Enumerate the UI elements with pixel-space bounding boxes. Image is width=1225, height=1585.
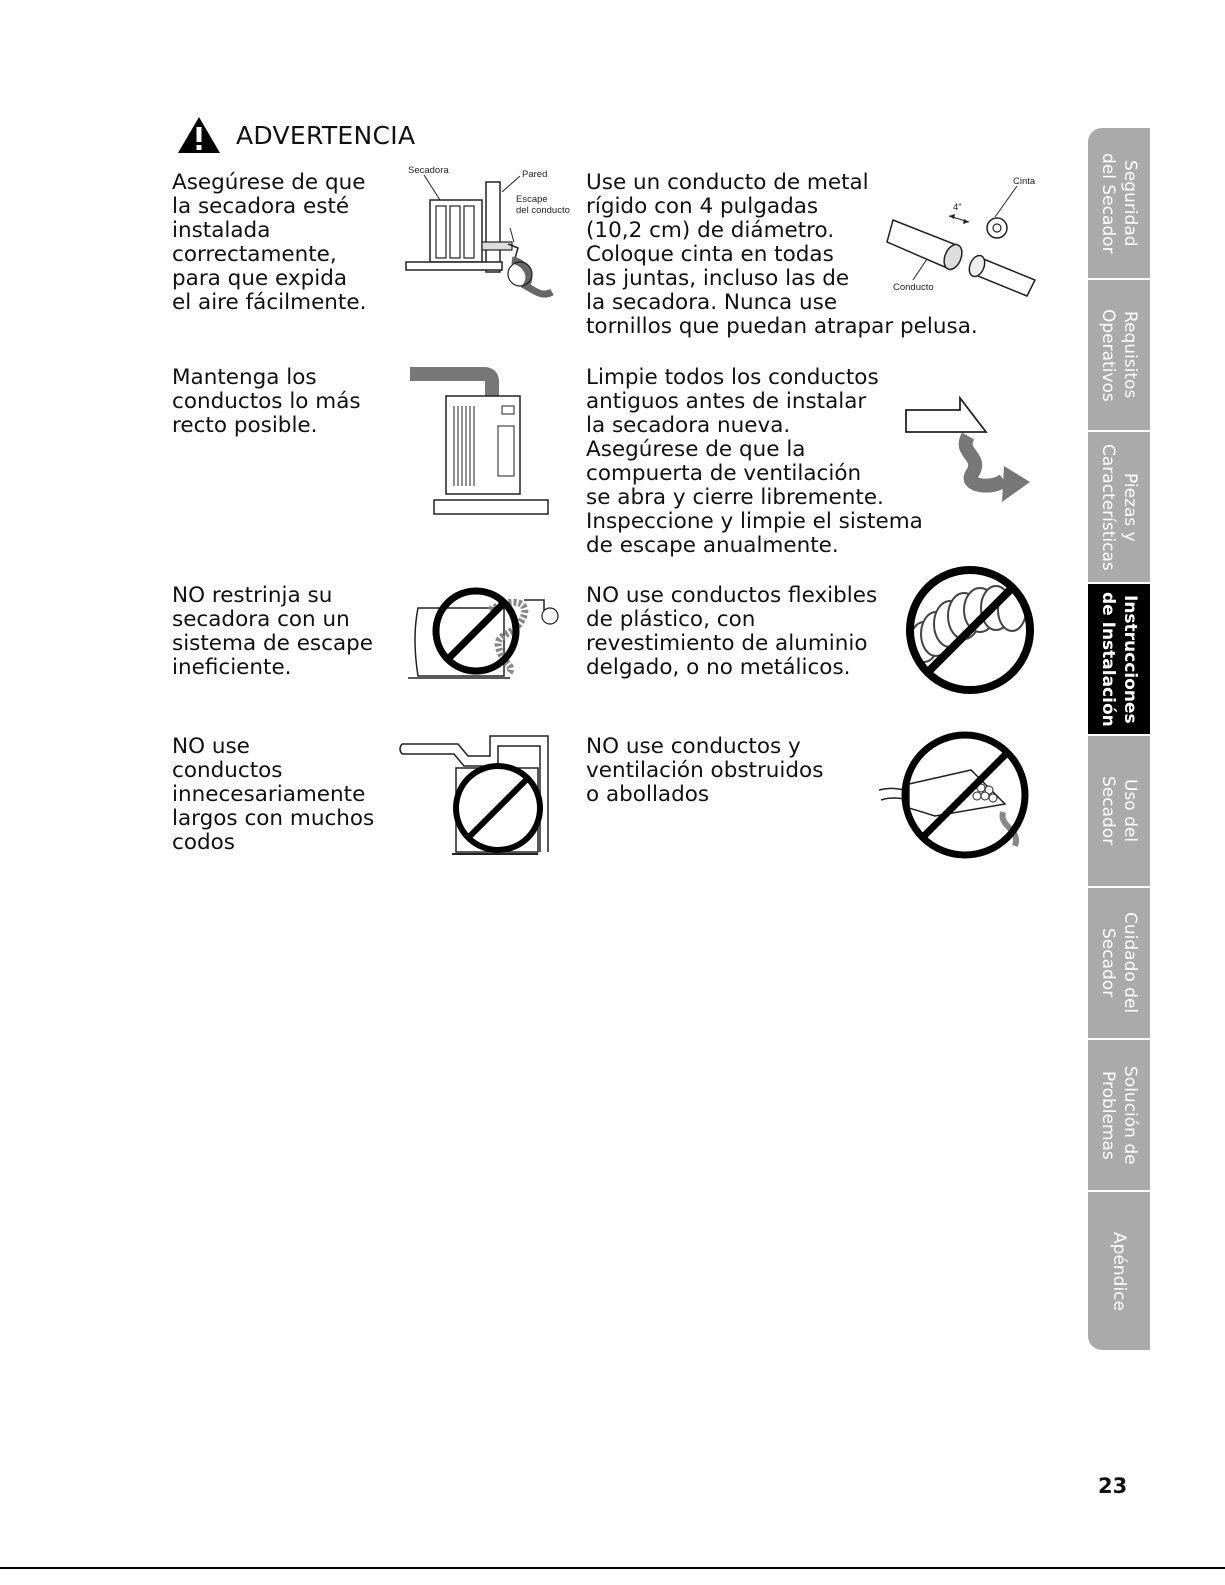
tab-label: Piezas y Características <box>1098 443 1140 571</box>
tab-apendice[interactable] <box>1088 1192 1150 1350</box>
tab-piezas-y-caracteristicas[interactable] <box>1088 432 1150 584</box>
label-del-conducto: del conducto <box>516 205 570 216</box>
section-tabs <box>1088 128 1150 1350</box>
duct-tape-joint-illustration <box>885 172 1040 297</box>
label-escape: Escape <box>516 194 548 205</box>
tab-label: Requisitos Operativos <box>1098 308 1140 402</box>
tab-label: Cuidado del Secador <box>1098 912 1140 1014</box>
tab-solucion-de-problemas[interactable] <box>1088 1040 1150 1192</box>
tab-cuidado-del-secador[interactable] <box>1088 888 1150 1040</box>
instruction-text-2: Use un conducto de metal rígido con 4 pulgadas (10,2 cm) de diámetro. Coloque cinta en todas las juntas, incluso las de la secadora. Nunca use tornillos que puedan atrapar pelusa. <box>586 170 978 339</box>
flexible-duct-illustration <box>898 564 1038 696</box>
instruction-text-5: NO restrinja su secadora con un sistema de escape ineficiente. <box>172 583 373 680</box>
label-4-inch: 4" <box>953 202 962 213</box>
tab-uso-del-secador[interactable] <box>1088 736 1150 888</box>
tab-label: Apéndice <box>1109 1231 1129 1311</box>
tab-label: Uso del Secador <box>1098 776 1140 846</box>
tab-requisitos-operativos[interactable] <box>1088 280 1150 432</box>
label-pared: Pared <box>522 169 548 180</box>
tab-label: Solución de Problemas <box>1098 1065 1140 1165</box>
restricted-exhaust-illustration <box>404 580 564 682</box>
bottom-rule <box>0 1567 1225 1569</box>
instruction-text-6: NO use conductos flexibles de plástico, con revestimiento de aluminio delgado, o no metálicos. <box>586 583 878 680</box>
warning-triangle-icon <box>176 115 222 155</box>
instruction-text-7: NO use conductos innecesariamente largos con muchos codos <box>172 734 375 855</box>
long-duct-elbows-illustration <box>396 728 556 860</box>
dryer-wall-vent-illustration <box>402 162 570 307</box>
clean-duct-arrow-illustration <box>900 394 1035 509</box>
tab-label: Seguridad del Secador <box>1098 152 1140 254</box>
page-number: 23 <box>1098 1474 1128 1498</box>
straight-duct-illustration <box>406 366 554 516</box>
tab-label: Instrucciones de Instalación <box>1098 591 1140 727</box>
label-conducto: Conducto <box>893 282 934 293</box>
tab-instrucciones-de-instalacion[interactable] <box>1088 584 1150 736</box>
obstructed-duct-illustration <box>875 728 1040 862</box>
instruction-text-4: Limpie todos los conductos antiguos antes de instalar la secadora nueva. Asegúrese de que la compuerta de ventilación se abra y cierre libremente. Inspeccione y limpie el sistema de escape anualmente. <box>586 365 923 558</box>
label-secadora: Secadora <box>408 165 449 176</box>
warning-header <box>176 115 415 155</box>
tab-seguridad-del-secador[interactable] <box>1088 128 1150 280</box>
instruction-text-8: NO use conductos y ventilación obstruidos o abollados <box>586 734 824 807</box>
instruction-text-3: Mantenga los conductos lo más recto posible. <box>172 365 361 438</box>
instruction-text-1: Asegúrese de que la secadora esté instalada correctamente, para que expida el aire fácilmente. <box>172 170 367 315</box>
warning-title: ADVERTENCIA <box>236 120 416 150</box>
label-cinta: Cinta <box>1013 176 1036 187</box>
